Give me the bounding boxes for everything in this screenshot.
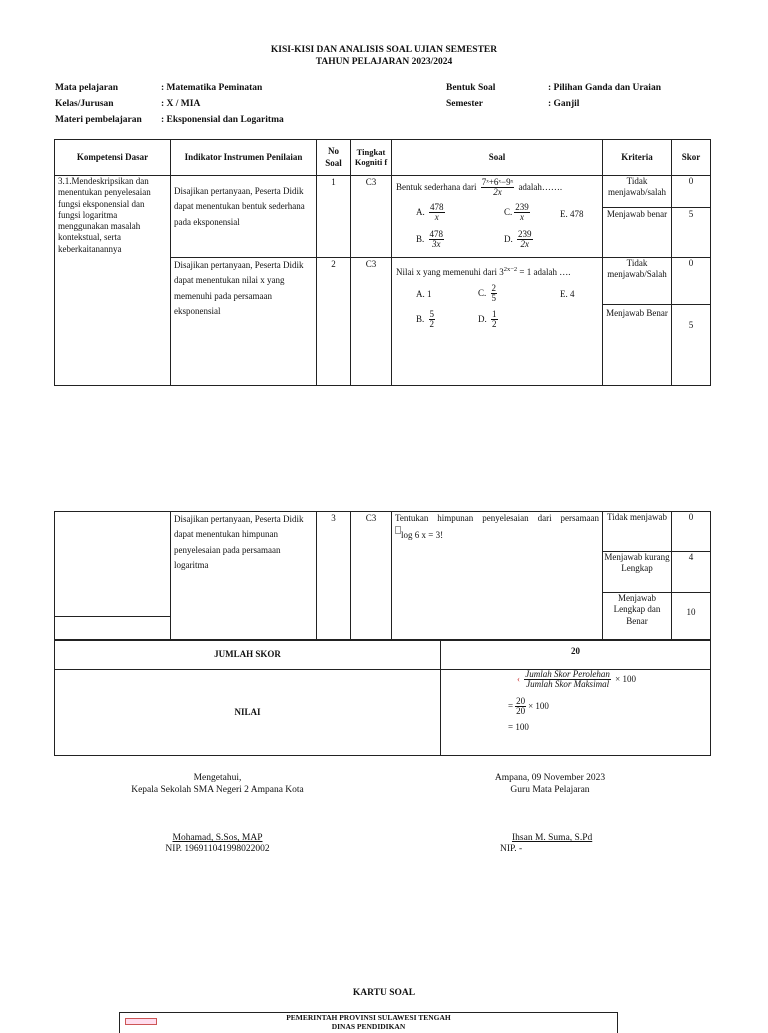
skor-item: 0 [672,176,710,208]
option-denominator: 2 [429,319,435,330]
nilai-formula [517,670,636,690]
signature-right [470,772,630,796]
option-denominator: 3x [432,239,441,250]
signature-right-line2: Guru Mata Pelajaran [510,785,590,795]
mapel-value: : Matematika Peminatan [161,83,263,93]
soal-cell [392,258,603,386]
option-fraction [514,203,530,223]
kd-cell: 3.1.Mendeskripsikan dan menentukan penyelesaian fungsi eksponensial dan fungsi logaritma menggunakan masalah kontekstual, serta keberkaitanannya [55,176,171,386]
kriteria-item: Menjawab benar [606,209,668,219]
formula-denominator: Jumlah Skor Maksimal [526,679,610,690]
signature-right-name-block [500,833,592,855]
header-tingkat: Tingkat Kogniti f [351,140,392,176]
table-row [55,512,711,640]
header-kd: Kompetensi Dasar [55,140,171,176]
indikator-cell: Disajikan pertanyaan, Peserta Didik dapat menentukan nilai x yang memenuhi pada persamaan eksponensial [171,258,317,386]
kisi-kisi-table-continued [54,511,711,640]
option-d [504,230,535,250]
skor-item: 0 [672,258,710,305]
soal-numerator: 7ˣ+6ˣ−9ˣ [481,177,514,187]
substitution-times: × 100 [528,701,549,711]
title-line-1: KISI-KISI DAN ANALISIS SOAL UJIAN SEMESTER [270,45,498,55]
option-fraction [429,203,445,223]
substitution-fraction [515,697,526,717]
kartu-soal-title: KARTU SOAL [352,988,416,998]
kartu-header-line1: PEMERINTAH PROVINSI SULAWESI TENGAH [286,1013,451,1022]
jumlah-row [55,641,711,670]
option-label: D. [504,234,513,244]
kartu-header-line2: DINAS PENDIDIKAN [331,1022,406,1031]
soal-fraction [481,178,514,198]
kartu-soal-header [120,1013,617,1031]
semester-label: Semester [446,99,483,109]
option-denominator: 5 [491,293,497,304]
option-denominator: 2x [520,239,529,250]
header-indikator: Indikator Instrumen Penilaian [171,140,317,176]
option-label: C. [478,288,487,298]
soal-text: Nilai x yang memenuhi dari [396,267,497,277]
meta-labels-right [446,80,495,112]
table-row [55,176,711,258]
header-skor: Skor [672,140,711,176]
jumlah-value: 20 [441,641,711,670]
soal-base: 3 [499,267,504,277]
kriteria-cell [603,512,672,640]
option-e: E. 478 [560,209,584,219]
formula-times: × 100 [615,674,636,684]
title-line-2: TAHUN PELAJARAN 2023/2024 [315,57,453,67]
option-c [504,203,532,223]
soal-cell [392,176,603,258]
kriteria-item: Tidak menjawab/salah [603,176,671,208]
option-numerator: 239 [518,229,532,239]
option-numerator: 478 [429,229,444,239]
option-b [416,310,437,330]
skor-item: 5 [688,209,694,219]
kriteria-item: Menjawab Lengkap dan Benar [613,593,661,626]
soal-text: Bentuk sederhana dari [396,182,477,192]
meta-values-right [548,80,661,112]
option-b [416,230,446,250]
skor-item: 0 [672,512,710,552]
option-numerator: 239 [515,202,529,212]
kisi-kisi-table [54,139,711,386]
substitution-denominator: 20 [516,706,526,717]
skor-cell [672,512,711,640]
signature-left-name: Mohamad, S.Sos, MAP [172,833,263,843]
tingkat-cell: C3 [351,258,392,386]
option-denominator: x [434,212,439,223]
option-c [478,284,499,304]
signature-left-line1: Mengetahui, [193,773,242,783]
skor-cell [672,176,711,258]
option-label: B. [416,234,425,244]
no-cell: 1 [317,176,351,258]
formula-fraction [524,670,611,690]
signature-left-nip: NIP. 196911041998022002 [165,844,270,854]
soal-suffix: adalah……. [518,182,563,192]
option-label: B. [416,314,425,324]
signature-left-name-block [120,833,315,855]
meta-labels-left [55,80,142,128]
semester-value: : Ganjil [548,99,580,109]
signature-left [120,772,315,796]
score-summary-table [54,640,711,756]
kriteria-item: Menjawab kurang Lengkap [603,552,671,593]
option-fraction [491,284,498,304]
kelas-label: Kelas/Jurusan [55,99,114,109]
skor-item: 5 [688,320,694,330]
jumlah-label: JUMLAH SKOR [55,641,441,670]
signature-right-name-text: Ihsan M. Suma, S.Pd [512,833,593,843]
kd-blank [55,512,170,617]
document-title [0,44,768,68]
soal-question [396,178,562,198]
formula-numerator: Jumlah Skor Perolehan [525,669,610,679]
no-cell: 2 [317,258,351,386]
kriteria-cell [603,258,672,386]
table-header-row [55,140,711,176]
kriteria-item: Menjawab Benar [606,308,668,318]
option-fraction [491,310,498,330]
option-a: A. 1 [416,289,432,299]
signature-right-line1: Ampana, 09 November 2023 [494,773,606,783]
kriteria-cell [603,176,672,258]
formula-marker: ‹ [517,674,520,684]
soal-denominator: 2x [493,187,502,198]
option-denominator: x [520,212,525,223]
soal-cell [392,512,603,640]
bentuk-value: : Pilihan Ganda dan Uraian [548,83,661,93]
no-cell: 3 [317,512,351,640]
kriteria-item: Tidak menjawab/Salah [603,258,671,305]
skor-item: 4 [672,552,710,593]
header-soal: Soal [392,140,603,176]
option-fraction [429,310,436,330]
mapel-label: Mata pelajaran [55,83,119,93]
meta-values-left [161,80,284,128]
substitution-numerator: 20 [516,696,526,706]
kelas-value: : X / MIA [161,99,201,109]
option-denominator: 2 [492,319,497,330]
soal-text: Tentukan himpunan penyelesaian dari persamaan [395,513,599,523]
option-numerator: 1 [492,309,497,319]
skor-cell [672,258,711,386]
option-numerator: 5 [429,309,435,319]
option-label: A. [416,207,425,217]
materi-label: Materi pembelajaran [55,115,142,125]
signature-right-nip: NIP. - [500,844,523,854]
signature-right-name [500,833,592,844]
nilai-result: = 100 [508,722,529,732]
indikator-cell: Disajikan pertanyaan, Peserta Didik dapat menentukan himpunan penyelesaian pada persamaan logaritma [171,512,317,640]
option-numerator: 478 [430,202,444,212]
kriteria-item: Tidak menjawab [603,512,671,552]
soal-equation [395,526,599,541]
kartu-soal-box [119,1012,618,1033]
nilai-row [55,670,711,756]
soal-suffix: = 1 adalah …. [519,267,571,277]
indikator-cell: Disajikan pertanyaan, Peserta Didik dapat menentukan bentuk sederhana pada eksponensial [171,176,317,258]
option-fraction [517,230,533,250]
option-d [478,310,500,330]
option-numerator: 2 [491,283,497,293]
tingkat-cell: C3 [351,176,392,258]
soal-question [396,266,570,278]
soal-equation-text: log 6 x = 3! [401,530,444,541]
signature-left-line2: Kepala Sekolah SMA Negeri 2 Ampana Kota [131,785,304,795]
skor-item: 10 [686,607,696,617]
tingkat-cell: C3 [351,512,392,640]
materi-value: : Eksponensial dan Logaritma [161,115,284,125]
option-label: C. [504,207,513,217]
option-a [416,203,447,223]
nilai-label: NILAI [55,670,441,756]
option-e: E. 4 [560,289,575,299]
nilai-substitution: = $\frac{20}{20}$ × 100 [508,696,549,717]
nilai-formula-cell [441,670,711,756]
option-label: D. [478,314,487,324]
bentuk-label: Bentuk Soal [446,83,496,93]
header-kriteria: Kriteria [603,140,672,176]
option-fraction [429,230,445,250]
kd-cell [55,512,171,640]
header-no: No Soal [317,140,351,176]
soal-exponent: 2x−2 [503,266,518,273]
